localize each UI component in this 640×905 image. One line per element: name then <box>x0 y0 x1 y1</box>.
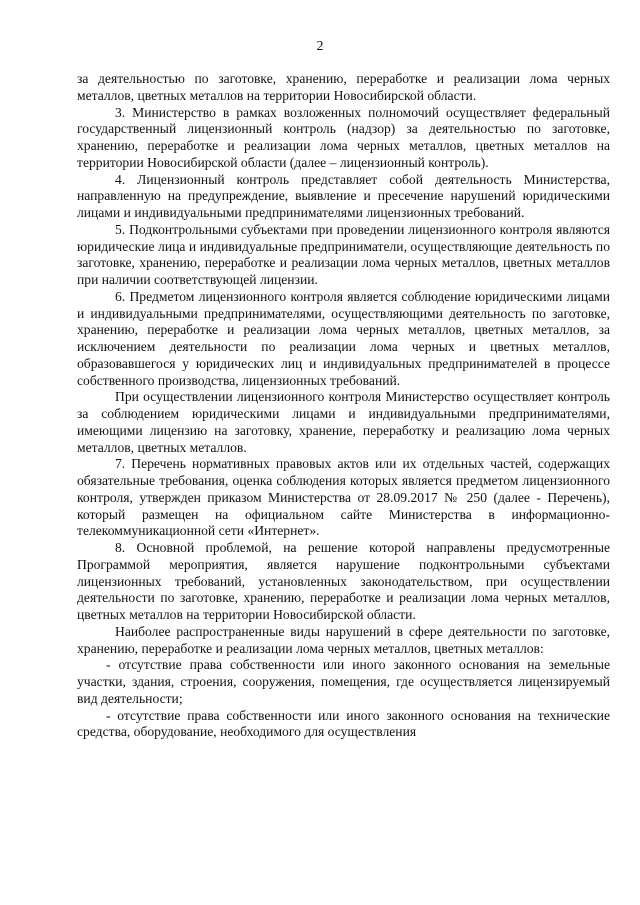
list-item-violation-1: - отсутствие права собственности или иного законного основания на земельные участки, здания, строения, сооружения, помещения, где осуществляется лицензируемый вид деятельности; <box>77 657 610 706</box>
paragraph-violations-intro: Наиболее распространенные виды нарушений в сфере деятельности по заготовке, хранению, переработке и реализации лома черных металлов, цветных металлов: <box>77 623 610 656</box>
paragraph-item-7: 7. Перечень нормативных правовых актов или их отдельных частей, содержащих обязательные требования, оценка соблюдения которых является предметом лицензионного контроля, утвержден приказом Министерства от 28.09.2017 № 250 (далее - Перечень), который размещен на официальном сайте Министерства в информационно-телекоммуникационной сети «Интернет». <box>77 456 610 539</box>
paragraph-item-6: 6. Предметом лицензионного контроля является соблюдение юридическими лицами и индивидуальными предпринимателями, осуществляющими деятельность по заготовке, хранению, переработке и реализации лома черных металлов, цветных металлов, за исключением деятельности по реализации лома черных и цветных металлов, образовавшегося у юридических лиц и индивидуальных предпринимателей в процессе собственного производства, лицензионных требований. <box>77 288 610 388</box>
paragraph-control-scope: При осуществлении лицензионного контроля Министерство осуществляет контроль за соблюдением юридическими лицами и индивидуальными предпринимателями, имеющими лицензию на заготовку, хранение, переработку и реализацию лома черных металлов, цветных металлов. <box>77 389 610 455</box>
list-item-violation-2: - отсутствие права собственности или иного законного основания на технические средства, оборудование, необходимого для осуществления <box>77 707 610 740</box>
paragraph-item-5: 5. Подконтрольными субъектами при проведении лицензионного контроля являются юридические лица и индивидуальные предприниматели, осуществляющие деятельность по заготовке, хранению, переработке и реализации лома черных металлов, цветных металлов при наличии соответствующей лицензии. <box>77 221 610 287</box>
paragraph-continuation: за деятельностью по заготовке, хранению, переработке и реализации лома черных металлов, цветных металлов на территории Новосибирской области. <box>77 71 610 103</box>
document-body <box>77 71 610 741</box>
paragraph-item-4: 4. Лицензионный контроль представляет собой деятельность Министерства, направленную на предупреждение, выявление и пресечение нарушений юридическими лицами и индивидуальными предпринимателями лицензионных требований. <box>77 171 610 220</box>
page-number: 2 <box>316 39 324 54</box>
paragraph-item-8: 8. Основной проблемой, на решение которой направлены предусмотренные Программой мероприятия, является нарушение подконтрольными субъектами лицензионных требований, установленных законодательством, при осуществлении деятельности по заготовке, хранению, переработке и реализации лома черных металлов, цветных металлов на территории Новосибирской области. <box>77 540 610 622</box>
paragraph-item-3: 3. Министерство в рамках возложенных полномочий осуществляет федеральный государственный лицензионный контроль (надзор) за деятельностью по заготовке, хранению, переработке и реализации лома черных металлов, цветных металлов на территории Новосибирской области (далее – лицензионный контроль). <box>77 104 610 170</box>
